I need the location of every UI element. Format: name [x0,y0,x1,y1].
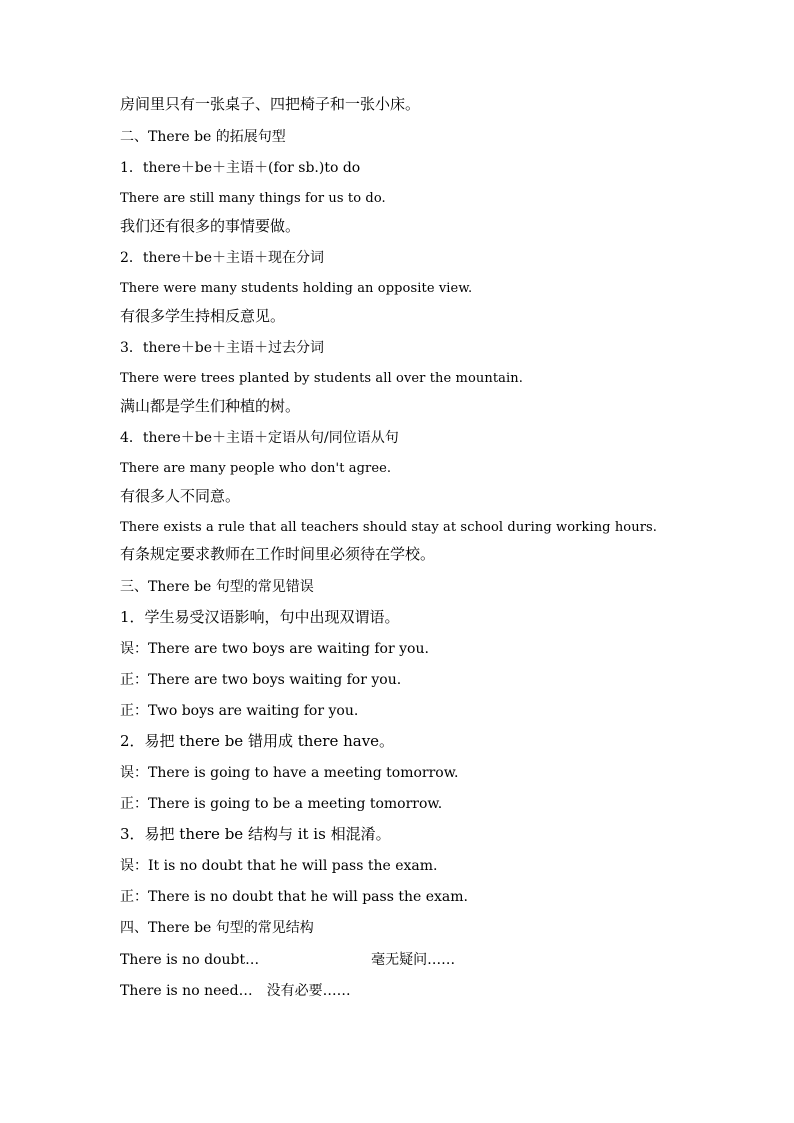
structure-chinese: 没有必要…… [266,983,351,999]
correct-example: 正：There is going to be a meeting tomorrow. [120,796,443,812]
example-sentence: There were trees planted by students all over the mountain. [120,371,523,386]
translation-line: 我们还有很多的事情要做。 [120,217,301,235]
structure-row [120,953,455,967]
section-heading: 二、There be 的拓展句型 [120,129,286,145]
pattern-line: 3．there＋be＋主语＋过去分词 [120,340,325,356]
pattern-line: 2．there＋be＋主语＋现在分词 [120,250,325,266]
correct-example: 正：Two boys are waiting for you. [120,703,359,719]
wrong-example: 误：There are two boys are waiting for you. [120,641,429,657]
example-sentence: There are many people who don't agree. [120,461,392,476]
pattern-line: 1．there＋be＋主语＋(for sb.)to do [120,160,361,176]
error-rule: 2．易把 there be 错用成 there have。 [120,732,395,750]
wrong-example: 误：There is going to have a meeting tomorrow. [120,765,459,781]
section-heading: 三、There be 句型的常见错误 [120,579,314,595]
text-line: 房间里只有一张桌子、四把椅子和一张小床。 [120,95,421,113]
translation-line: 有条规定要求教师在工作时间里必须待在学校。 [120,545,436,563]
error-rule: 3．易把 there be 结构与 it is 相混淆。 [120,825,391,843]
correct-example: 正：There are two boys waiting for you. [120,672,402,688]
translation-line: 满山都是学生们种植的树。 [120,397,301,415]
example-sentence: There exists a rule that all teachers should stay at school during working hours. [120,520,658,535]
structure-english: There is no need… [120,983,253,999]
pattern-line: 4．there＋be＋主语＋定语从句/同位语从句 [120,430,399,446]
translation-line: 有很多学生持相反意见。 [120,307,286,325]
example-sentence: There were many students holding an opposite view. [120,281,473,296]
structure-row [120,984,351,998]
translation-line: 有很多人不同意。 [120,487,241,505]
section-heading: 四、There be 句型的常见结构 [120,920,314,936]
structure-chinese: 毫无疑问…… [371,952,456,968]
example-sentence: There are still many things for us to do. [120,191,386,206]
structure-english: There is no doubt… [120,952,260,968]
error-rule: 1．学生易受汉语影响，句中出现双谓语。 [120,608,400,626]
correct-example: 正：There is no doubt that he will pass the exam. [120,889,468,905]
wrong-example: 误：It is no doubt that he will pass the exam. [120,858,438,874]
